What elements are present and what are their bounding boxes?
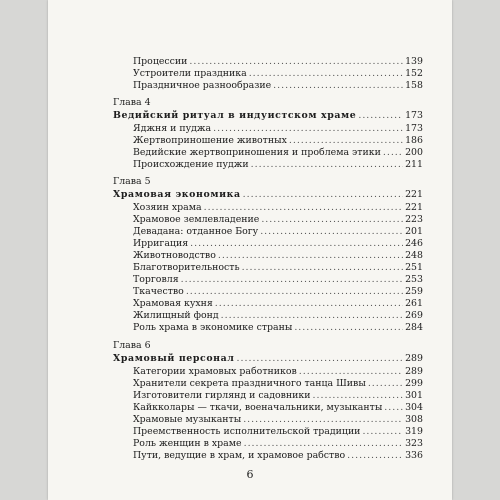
toc-item [133,214,423,226]
leader-dots [294,322,403,334]
toc-item [133,123,423,135]
leader-dots [242,262,404,274]
toc-item-label: Роль женщин в храме [133,438,242,449]
toc-item [133,262,423,274]
toc-item-label: Роль храма в экономике страны [133,322,293,333]
leader-dots [243,414,403,426]
leader-dots [218,250,403,262]
toc-item [133,322,423,334]
leader-dots [181,274,403,286]
toc-item [133,366,423,378]
chapter-title [113,353,423,365]
leader-dots [243,189,403,201]
toc-item-label: Храмовая кухня [133,298,213,309]
toc-item-label: Процессии [133,56,188,67]
toc-item-label: Животноводство [133,250,216,261]
toc-item-page: 152 [405,68,423,79]
toc-item-label: Происхождение пуджи [133,159,249,170]
chapter-title [113,189,423,201]
toc-item-page: 299 [405,378,423,389]
chapter-title-page: 173 [405,110,423,121]
toc-item-page: 201 [405,226,423,237]
chapter-title-text: Ведийский ритуал в индуистском храме [113,110,357,121]
toc-item-page: 211 [405,159,423,170]
toc-item-page: 301 [405,390,423,401]
toc-item-page: 248 [405,250,423,261]
chapter-title-text: Храмовый персонал [113,353,235,364]
toc-item-label: Устроители праздника [133,68,247,79]
leader-dots [383,147,403,159]
toc-item-label: Праздничное разнообразие [133,80,272,91]
chapter-label: Глава 5 [113,176,151,187]
toc-item [133,226,423,238]
toc-item [133,68,423,80]
leader-dots [368,378,403,390]
leader-dots [213,123,403,135]
toc-item [133,80,423,92]
leader-dots [204,202,404,214]
leader-dots [215,298,403,310]
toc-item [133,438,423,450]
leader-dots [313,390,404,402]
leader-dots [362,426,403,438]
toc-item [133,135,423,147]
toc-item-label: Пути, ведущие в храм, и храмовое рабство [133,450,346,461]
leader-dots [273,80,403,92]
leader-dots [347,450,403,462]
toc-item-label: Хозяин храма [133,202,202,213]
toc-item [133,402,423,414]
toc-item [133,298,423,310]
toc-item [133,274,423,286]
leader-dots [189,56,403,68]
leader-dots [221,310,403,322]
page-number: 6 [246,468,254,481]
toc-item [133,286,423,298]
toc-item [133,426,423,438]
toc-item-label: Девадана: отданное Богу [133,226,259,237]
toc-item [133,310,423,322]
leader-dots [190,238,403,250]
toc-item-page: 246 [405,238,423,249]
toc-item-page: 223 [405,214,423,225]
leader-dots [289,135,403,147]
toc-item [133,450,423,462]
chapter-title-page: 289 [405,353,423,364]
toc-item-page: 319 [405,426,423,437]
leader-dots [384,402,403,414]
toc-item [133,202,423,214]
toc-item-page: 323 [405,438,423,449]
toc-item-label: Яджня и пуджа [133,123,212,134]
toc-item-label: Ирригация [133,238,189,249]
toc-item [133,390,423,402]
toc-item-label: Преемственность исполнительской традиции [133,426,361,437]
toc-item-label: Благотворительность [133,262,240,273]
toc-item-page: 173 [405,123,423,134]
chapter-title [113,110,423,122]
chapter-title-text: Храмовая экономика [113,189,241,200]
leader-dots [299,366,403,378]
leader-dots [251,159,403,171]
leader-dots [260,226,403,238]
toc-item-page: 259 [405,286,423,297]
toc-item-label: Храмовые музыканты [133,414,242,425]
leader-dots [261,214,403,226]
chapter-label: Глава 4 [113,97,151,108]
toc-item-page: 336 [405,450,423,461]
toc-item-label: Категории храмовых работников [133,366,297,377]
toc-item [133,147,423,159]
toc-item-page: 304 [405,402,423,413]
toc-item-page: 200 [405,147,423,158]
chapter-label: Глава 6 [113,340,151,351]
toc-item-page: 269 [405,310,423,321]
toc-item [133,56,423,68]
toc-item-page: 139 [405,56,423,67]
toc-item-label: Ткачество [133,286,184,297]
toc-item-label: Храмовое землевладение [133,214,260,225]
toc-item-page: 261 [405,298,423,309]
toc-item-page: 158 [405,80,423,91]
toc-item-label: Хранители секрета праздничного танца Шивы [133,378,366,389]
leader-dots [186,286,403,298]
toc-item-page: 253 [405,274,423,285]
toc-item-label: Торговля [133,274,179,285]
chapter-title-page: 221 [405,189,423,200]
toc-item-page: 251 [405,262,423,273]
toc-item-page: 221 [405,202,423,213]
toc-item-page: 289 [405,366,423,377]
book-page [48,0,452,500]
toc-item [133,414,423,426]
toc-item [133,250,423,262]
toc-item-label: Ведийские жертвоприношения и проблема этики [133,147,381,158]
toc-item-page: 308 [405,414,423,425]
toc-item-label: Жертвоприношение животных [133,135,287,146]
leader-dots [358,110,403,122]
toc-item-page: 186 [405,135,423,146]
toc-item-label: Жилищный фонд [133,310,219,321]
leader-dots [237,353,404,365]
toc-item-page: 284 [405,322,423,333]
leader-dots [244,438,404,450]
toc-item [133,238,423,250]
toc-item-label: Изготовители гирлянд и садовники [133,390,311,401]
toc-item [133,159,423,171]
toc-item-label: Кайкколары — ткачи, военачальники, музыканты [133,402,383,413]
leader-dots [249,68,403,80]
toc-item [133,378,423,390]
